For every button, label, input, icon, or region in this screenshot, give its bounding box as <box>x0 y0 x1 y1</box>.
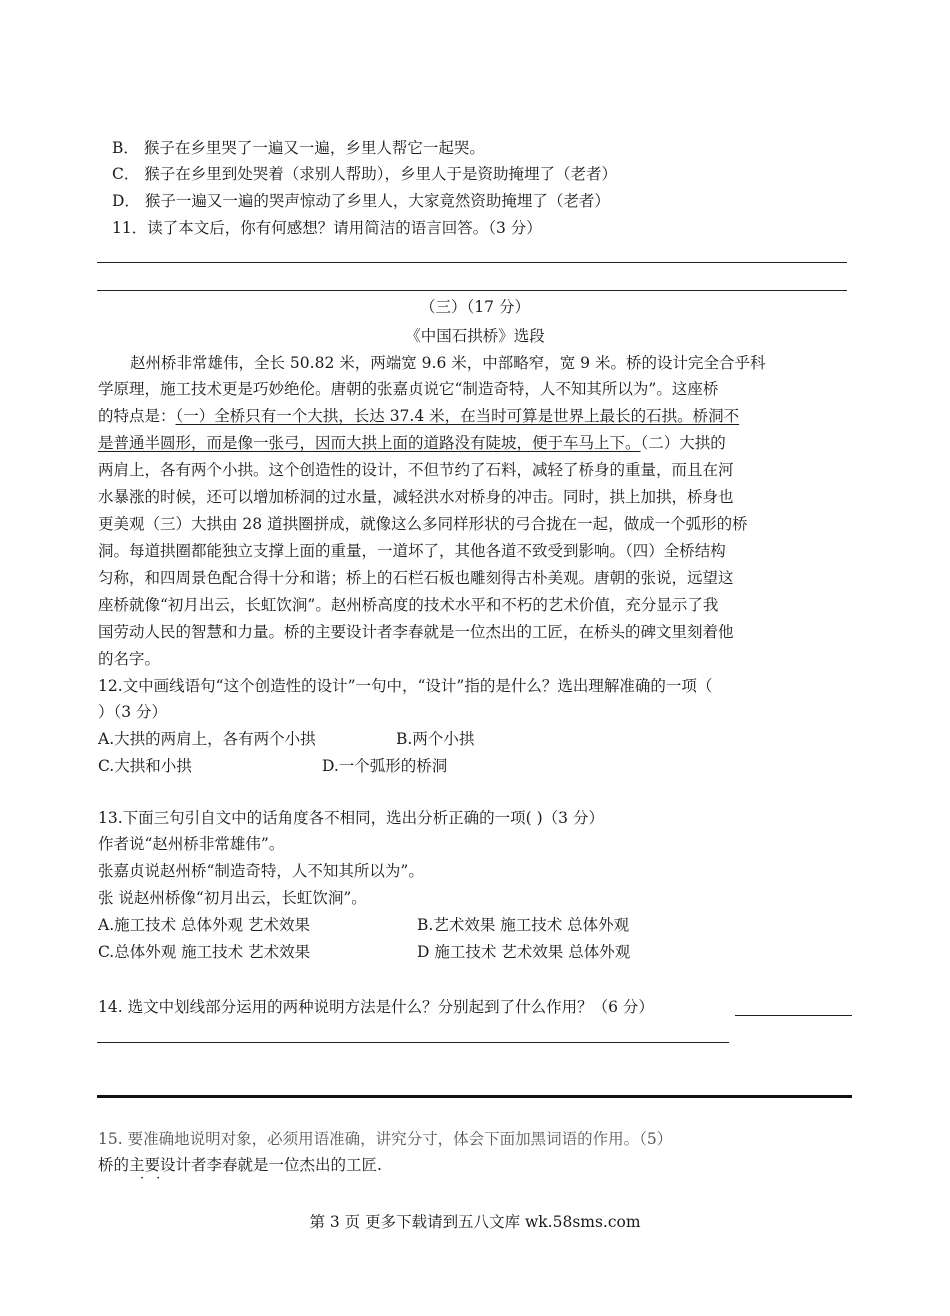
option-b: B． 猴子在乡里哭了一遍又一遍，乡里人帮它一起哭。 <box>112 139 485 157</box>
underlined-passage: 是普通半圆形，而是像一张弓，因而大拱上面的道路没有陡坡，便于车马上下。 <box>98 434 641 452</box>
question-11: 11．读了本文后，你有何感想？请用简洁的语言回答。（3 分） <box>112 219 542 237</box>
divider <box>97 1095 852 1098</box>
passage-line: 两肩上，各有两个小拱。这个创造性的设计，不但节约了石料，减轻了桥身的重量，而且在河 <box>98 461 734 479</box>
answer-line <box>97 290 847 291</box>
passage-line: 水暴涨的时候，还可以增加桥洞的过水量，减轻洪水对桥身的冲击。同时，拱上加拱，桥身也 <box>98 488 734 506</box>
q13-option-d: D 施工技术 艺术效果 总体外观 <box>417 943 631 961</box>
option-d: D． 猴子一遍又一遍的哭声惊动了乡里人，大家竟然资助掩埋了（老者） <box>112 192 610 210</box>
section-heading: （三）（17 分） <box>420 298 530 316</box>
question-12-stem: 12.文中画线语句“这个创造性的设计”一句中，“设计”指的是什么？选出理解准确的一项（ <box>98 677 713 695</box>
passage-text: （二）大拱的 <box>640 434 726 452</box>
q13-option-c: C.总体外观 施工技术 艺术效果 <box>98 943 311 961</box>
q13-quote-3: 张 说赵州桥像“初月出云，长虹饮涧”。 <box>98 889 367 907</box>
question-14-text: 14. 选文中划线部分运用的两种说明方法是什么？分别起到了什么作用？（6 分） <box>98 998 654 1016</box>
q12-option-c: C.大拱和小拱 <box>98 757 192 775</box>
emphasis-dots: ·· <box>140 1171 173 1186</box>
passage-line: 赵州桥非常雄伟，全长 50.82 米，两端宽 9.6 米，中部略窄，宽 9 米。桥的设计完全合乎科 <box>130 354 766 372</box>
q15-sentence: 桥的主要设计者李春就是一位杰出的工匠. <box>98 1156 382 1174</box>
answer-line <box>97 1042 729 1043</box>
question-12-stem: ）（3 分） <box>98 703 168 721</box>
passage-text: 的特点是： <box>98 407 176 425</box>
answer-line <box>97 262 847 263</box>
passage-line: 的名字。 <box>98 650 161 668</box>
passage-line <box>98 432 726 454</box>
passage-line: 洞。每道拱圈都能独立支撑上面的重量，一道坏了，其他各道不致受到影响。（四）全桥结构 <box>98 542 726 560</box>
passage-line: 国劳动人民的智慧和力量。桥的主要设计者李春就是一位杰出的工匠，在桥头的碑文里刻着他 <box>98 623 734 641</box>
question-14 <box>98 996 654 1018</box>
q13-option-b: B.艺术效果 施工技术 总体外观 <box>417 916 630 934</box>
q12-option-d: D.一个弧形的桥洞 <box>322 757 448 775</box>
underlined-passage: （一）全桥只有一个大拱，长达 37.4 米，在当时可算是世界上最长的石拱。桥洞不 <box>175 407 740 425</box>
passage-line: 匀称，和四周景色配合得十分和谐；桥上的石栏石板也雕刻得古朴美观。唐朝的张说，远望这 <box>98 569 734 587</box>
passage-line: 更美观（三）大拱由 28 道拱圈拼成，就像这么多同样形状的弓合拢在一起，做成一个弧形的桥 <box>98 515 748 533</box>
q13-quote-1: 作者说“赵州桥非常雄伟”。 <box>98 835 285 853</box>
q13-quote-2: 张嘉贞说赵州桥“制造奇特，人不知其所以为”。 <box>98 862 424 880</box>
q12-option-a: A.大拱的两肩上，各有两个小拱 <box>98 730 316 748</box>
option-c: C． 猴子在乡里到处哭着（求别人帮助），乡里人于是资助掩埋了（老者） <box>112 165 618 183</box>
question-13-stem: 13.下面三句引自文中的话角度各不相同，选出分析正确的一项( )（3 分） <box>98 809 604 827</box>
q12-option-b: B.两个小拱 <box>396 730 475 748</box>
page-footer: 第 3 页 更多下载请到五八文库 wk.58sms.com <box>309 1213 641 1231</box>
answer-line <box>735 1015 852 1016</box>
passage-line: 座桥就像“初月出云，长虹饮涧”。赵州桥高度的技术水平和不朽的艺术价值，充分显示了我 <box>98 596 719 614</box>
question-15-stem: 15. 要准确地说明对象，必须用语准确，讲究分寸，体会下面加黑词语的作用。（5） <box>98 1130 673 1148</box>
passage-title: 《中国石拱桥》选段 <box>405 327 545 345</box>
q13-option-a: A.施工技术 总体外观 艺术效果 <box>98 916 310 934</box>
passage-line <box>98 405 739 427</box>
passage-line: 学原理，施工技术更是巧妙绝伦。唐朝的张嘉贞说它“制造奇特，人不知其所以为”。这座桥 <box>98 380 719 398</box>
